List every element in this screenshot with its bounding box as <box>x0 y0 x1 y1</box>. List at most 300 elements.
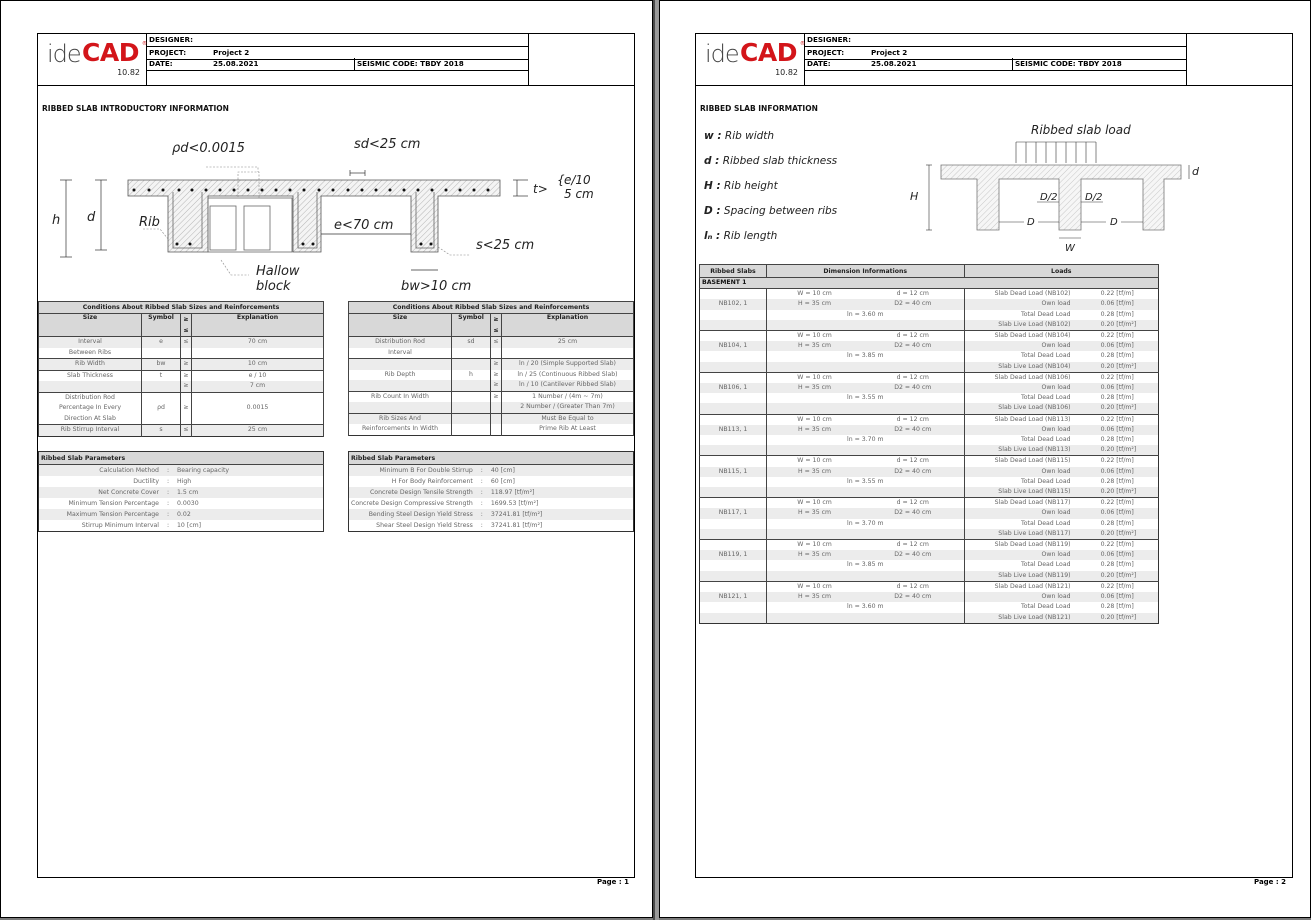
relation-cell <box>491 402 502 413</box>
symbol-cell: e <box>142 337 181 348</box>
slab-row <box>700 414 1159 425</box>
symbol-cell <box>142 381 181 392</box>
label-t: t> <box>533 182 548 196</box>
load-value: 0.20 [tf/m²] <box>1079 320 1159 331</box>
logo-text: ide <box>705 40 739 68</box>
table-title: Ribbed Slab Parameters <box>39 452 324 465</box>
col-symbol: Symbol <box>142 314 181 337</box>
relation-cell <box>181 348 192 359</box>
legend-text: Rib width <box>724 130 775 142</box>
col-size: Size <box>39 314 142 337</box>
slab-row <box>700 519 1159 529</box>
size-cell: Rib Count In Width <box>349 391 452 402</box>
table-row <box>39 359 324 371</box>
size-cell: Interval <box>39 337 142 348</box>
label-d: d <box>1192 165 1199 178</box>
slab-row <box>700 529 1159 540</box>
table-row <box>349 391 634 402</box>
table-row <box>349 424 634 435</box>
logo-text-bold: CAD <box>82 38 139 67</box>
load-label: Slab Live Load (NB121) <box>964 613 1079 624</box>
dim-w: W = 10 cm <box>767 331 863 342</box>
parameter-label: Shear Steel Design Yield Stress <box>376 522 473 529</box>
explanation-cell <box>192 414 324 425</box>
explanation-cell: ln / 10 (Cantilever Ribbed Slab) <box>502 380 634 391</box>
section-title: RIBBED SLAB INTRODUCTORY INFORMATION <box>42 104 229 113</box>
slab-row <box>700 498 1159 509</box>
parameter-value: 0.0030 <box>177 500 199 507</box>
slab-row <box>700 383 1159 393</box>
table-row <box>349 348 634 359</box>
designer-row <box>804 34 1186 47</box>
dim-ln: ln = 3.55 m <box>846 394 884 402</box>
table-title: Conditions About Ribbed Slab Sizes and Reinforcements <box>39 302 324 314</box>
slab-row <box>700 467 1159 477</box>
dim-ln: ln = 3.70 m <box>846 436 884 444</box>
slab-shape <box>128 180 500 252</box>
header-info-grid <box>146 34 529 85</box>
slab-row <box>700 320 1159 331</box>
designer-label: DESIGNER: <box>807 35 851 44</box>
col-symbol: Symbol <box>452 314 491 337</box>
legend-item <box>704 230 777 242</box>
size-cell: Interval <box>349 348 452 359</box>
dim-d2: D2 = 40 cm <box>862 467 964 477</box>
table-row <box>39 348 324 359</box>
label-s: s<25 cm <box>476 238 535 253</box>
parameter-label: Minimum Tension Percentage <box>68 500 159 507</box>
explanation-cell: 70 cm <box>192 337 324 348</box>
load-label: Slab Dead Load (NB121) <box>964 581 1079 592</box>
col-dimension-informations: Dimension Informations <box>767 265 965 278</box>
relation-cell <box>181 414 192 425</box>
explanation-cell: 10 cm <box>192 359 324 371</box>
size-cell: Direction At Slab <box>39 414 142 425</box>
relation-cell: ≥ <box>181 403 192 414</box>
size-cell: Rib Stirrup Interval <box>39 425 142 437</box>
parameter-row <box>349 509 634 520</box>
conditions-table-1 <box>38 301 324 437</box>
logo-version: 10.82 <box>117 68 140 77</box>
dim-ln: ln = 3.85 m <box>846 352 884 360</box>
load-value: 0.22 [tf/m] <box>1079 331 1159 342</box>
dim-d2: D2 = 40 cm <box>862 508 964 518</box>
dim-d2: D2 = 40 cm <box>862 425 964 435</box>
slab-row <box>700 487 1159 498</box>
slab-row <box>700 403 1159 414</box>
load-value: 0.28 [tf/m] <box>1100 436 1134 444</box>
separator: : <box>480 500 483 507</box>
slab-row <box>700 571 1159 582</box>
parameter-row <box>39 520 324 532</box>
separator: : <box>161 465 175 477</box>
slab-row <box>700 592 1159 602</box>
explanation-cell <box>502 348 634 359</box>
parameter-label: Maximum Tension Percentage <box>39 509 162 520</box>
slab-name: NB121, 1 <box>700 592 767 602</box>
symbol-cell <box>452 391 491 402</box>
slab-name: NB115, 1 <box>700 467 767 477</box>
size-cell: Percentage In Every <box>39 403 142 414</box>
load-value: 0.28 [tf/m] <box>1100 352 1134 360</box>
legend-item <box>704 205 837 217</box>
relation-cell: ≥ <box>181 370 192 381</box>
label-D-half-1: D/2 <box>1040 192 1058 203</box>
registered-icon: ® <box>800 41 805 47</box>
load-label: Own load <box>964 299 1079 309</box>
dim-w: W = 10 cm <box>767 289 863 300</box>
dim-ln: ln = 3.85 m <box>846 561 884 569</box>
explanation-cell: 2 Number / (Greater Than 7m) <box>502 402 634 413</box>
slab-name: NB119, 1 <box>700 550 767 560</box>
size-cell <box>349 402 452 413</box>
slab-name-cell <box>700 331 767 342</box>
legend-item <box>704 155 837 167</box>
load-value: 0.20 [tf/m²] <box>1079 403 1159 414</box>
slab-row <box>700 289 1159 300</box>
load-label: Slab Dead Load (NB113) <box>964 414 1079 425</box>
symbol-cell: ρd <box>142 403 181 414</box>
dim-w: W = 10 cm <box>767 498 863 509</box>
col-le: ≤ <box>181 325 192 337</box>
symbol-cell <box>452 348 491 359</box>
legend-symbol: lₙ : <box>704 230 721 242</box>
load-value: 0.28 [tf/m] <box>1100 394 1134 402</box>
relation-cell <box>491 424 502 435</box>
dim-h: H = 35 cm <box>767 341 863 351</box>
relation-cell: ≤ <box>491 337 502 348</box>
date-label: DATE: <box>807 59 831 68</box>
slab-row <box>700 425 1159 435</box>
slab-name-cell <box>700 581 767 592</box>
slab-row <box>700 540 1159 551</box>
load-value: 0.20 [tf/m²] <box>1079 487 1159 498</box>
symbol-cell <box>452 413 491 424</box>
page-frame <box>695 33 1293 878</box>
col-le: ≤ <box>491 325 502 337</box>
size-cell: Rib Width <box>39 359 142 371</box>
slab-row <box>700 393 1159 403</box>
date-row <box>804 58 1186 71</box>
table-row <box>349 359 634 370</box>
table-row <box>349 413 634 424</box>
idecad-logo <box>38 34 147 85</box>
dim-h: H = 35 cm <box>767 299 863 309</box>
idecad-logo <box>696 34 805 85</box>
relation-cell <box>181 392 192 403</box>
slab-row <box>700 581 1159 592</box>
date-row <box>146 58 528 71</box>
load-label: Slab Dead Load (NB106) <box>964 372 1079 383</box>
dim-d2: D2 = 40 cm <box>862 341 964 351</box>
parameter-label: Minimum B For Double Stirrup <box>349 465 475 477</box>
parameter-label: Concrete Design Compressive Strength <box>351 500 473 507</box>
parameter-value: 10 [cm] <box>177 522 202 529</box>
load-label: Total Dead Load <box>964 310 1079 320</box>
parameter-value: 118.97 [tf/m²] <box>489 487 634 498</box>
separator: : <box>166 478 170 485</box>
table-row <box>349 380 634 391</box>
load-value: 0.28 [tf/m] <box>1100 603 1134 611</box>
parameter-label: Calculation Method <box>39 465 162 477</box>
load-value: 0.28 [tf/m] <box>1100 519 1134 527</box>
dim-d: d = 12 cm <box>862 456 964 467</box>
slab-row <box>700 550 1159 560</box>
slab-row <box>700 602 1159 612</box>
report-page-1 <box>0 0 653 918</box>
dim-w: W = 10 cm <box>767 540 863 551</box>
parameter-label: Stirrup Minimum Interval <box>81 522 159 529</box>
label-hollow-2: block <box>256 279 291 294</box>
symbol-cell: bw <box>142 359 181 371</box>
label-D-half-2: D/2 <box>1085 192 1103 203</box>
parameter-value: 0.02 <box>175 509 324 520</box>
relation-cell <box>491 413 502 424</box>
relation-cell: ≥ <box>181 381 192 392</box>
parameters-table-1 <box>38 451 324 532</box>
date-value: 25.08.2021 <box>871 59 917 68</box>
legend-item <box>704 130 774 142</box>
dim-w: W = 10 cm <box>767 581 863 592</box>
relation-cell: ≥ <box>491 370 502 381</box>
load-value: 0.22 [tf/m] <box>1079 289 1159 300</box>
slab-row <box>700 477 1159 487</box>
load-label: Total Dead Load <box>964 560 1079 570</box>
page-number: Page : 1 <box>597 878 629 886</box>
load-label: Own load <box>964 383 1079 393</box>
load-label: Total Dead Load <box>964 477 1079 487</box>
size-cell: Between Ribs <box>39 348 142 359</box>
load-label: Slab Live Load (NB113) <box>964 445 1079 456</box>
size-cell: Distribution Rod <box>349 337 452 348</box>
load-label: Slab Dead Load (NB104) <box>964 331 1079 342</box>
explanation-cell <box>192 348 324 359</box>
explanation-cell: Must Be Equal to <box>502 413 634 424</box>
separator: : <box>480 522 483 529</box>
symbol-cell <box>142 392 181 403</box>
col-explanation: Explanation <box>502 314 634 337</box>
label-w: W <box>1065 243 1075 254</box>
symbol-cell: t <box>142 370 181 381</box>
ribbed-slab-section-diagram <box>38 122 634 297</box>
legend-text: Ribbed slab thickness <box>722 155 838 167</box>
separator: : <box>475 465 489 477</box>
parameter-row <box>349 465 634 477</box>
symbol-cell <box>452 380 491 391</box>
symbol-cell: sd <box>452 337 491 348</box>
parameter-label: Bending Steel Design Yield Stress <box>349 509 475 520</box>
load-label: Total Dead Load <box>964 519 1079 529</box>
section-row: BASEMENT 1 <box>700 278 1159 289</box>
dim-d2: D2 = 40 cm <box>862 550 964 560</box>
col-loads: Loads <box>964 265 1159 278</box>
separator: : <box>161 487 175 498</box>
legend-symbol: D : <box>704 205 721 217</box>
parameter-label: Ductility <box>133 478 159 485</box>
load-label: Own load <box>964 592 1079 602</box>
load-label: Slab Live Load (NB106) <box>964 403 1079 414</box>
table-row <box>39 370 324 381</box>
label-rib: Rib <box>139 215 160 230</box>
relation-cell: ≤ <box>181 337 192 348</box>
label-D-1: D <box>1027 217 1035 228</box>
dim-ln: ln = 3.60 m <box>846 310 884 318</box>
table-row <box>39 337 324 348</box>
dim-d: d = 12 cm <box>862 540 964 551</box>
load-value: 0.06 [tf/m] <box>1079 299 1159 309</box>
load-label: Slab Dead Load (NB115) <box>964 456 1079 467</box>
separator: : <box>166 500 170 507</box>
page-number: Page : 2 <box>1254 878 1286 886</box>
report-page-2 <box>659 0 1311 918</box>
explanation-cell: ln / 25 (Continuous Ribbed Slab) <box>502 370 634 381</box>
load-label: Total Dead Load <box>964 393 1079 403</box>
relation-cell: ≥ <box>491 359 502 370</box>
parameter-value: 60 [cm] <box>490 478 515 485</box>
dim-h: H = 35 cm <box>767 550 863 560</box>
parameter-label: Concrete Design Tensile Strength <box>349 487 475 498</box>
load-value: 0.22 [tf/m] <box>1079 456 1159 467</box>
parameter-value: Bearing capacity <box>175 465 324 477</box>
dim-d: d = 12 cm <box>862 331 964 342</box>
slab-row <box>700 331 1159 342</box>
project-value: Project 2 <box>213 48 250 57</box>
separator: : <box>166 522 170 529</box>
col-ge: ≥ <box>181 314 192 326</box>
project-value: Project 2 <box>871 48 908 57</box>
dim-ln: ln = 3.70 m <box>846 519 884 527</box>
load-label: Slab Dead Load (NB102) <box>964 289 1079 300</box>
load-label: Own load <box>964 425 1079 435</box>
load-label: Slab Live Load (NB104) <box>964 362 1079 373</box>
label-D-2: D <box>1110 217 1118 228</box>
load-label: Own load <box>964 341 1079 351</box>
slab-name: NB104, 1 <box>700 341 767 351</box>
explanation-cell: 25 cm <box>192 425 324 437</box>
size-cell: Rib Sizes And <box>349 413 452 424</box>
dim-h: H = 35 cm <box>767 425 863 435</box>
slab-name-cell <box>700 372 767 383</box>
load-label: Own load <box>964 508 1079 518</box>
col-ribbed-slabs: Ribbed Slabs <box>700 265 767 278</box>
table-title: Conditions About Ribbed Slab Sizes and Reinforcements <box>349 302 634 314</box>
load-value: 0.22 [tf/m] <box>1079 498 1159 509</box>
legend-text: Rib height <box>724 180 778 192</box>
explanation-cell: 0.0015 <box>192 403 324 414</box>
table-row <box>349 370 634 381</box>
legend-text: Rib length <box>723 230 778 242</box>
load-value: 0.20 [tf/m²] <box>1079 529 1159 540</box>
parameter-value: 1699.53 [tf/m²] <box>490 500 539 507</box>
label-t-option2: 5 cm <box>564 187 594 201</box>
slab-name-cell <box>700 498 767 509</box>
load-value: 0.22 [tf/m] <box>1079 372 1159 383</box>
label-hollow-1: Hallow <box>256 264 300 279</box>
table-row <box>39 425 324 437</box>
load-value: 0.22 [tf/m] <box>1079 581 1159 592</box>
load-label: Slab Live Load (NB117) <box>964 529 1079 540</box>
load-value: 0.20 [tf/m²] <box>1079 571 1159 582</box>
slab-row <box>700 351 1159 361</box>
label-sd: sd<25 cm <box>354 137 421 152</box>
load-value: 0.20 [tf/m²] <box>1079 445 1159 456</box>
slab-row <box>700 445 1159 456</box>
table-row <box>349 337 634 348</box>
explanation-cell: 25 cm <box>502 337 634 348</box>
slab-row <box>700 508 1159 518</box>
load-label: Own load <box>964 550 1079 560</box>
dim-h: H = 35 cm <box>767 508 863 518</box>
project-label: PROJECT: <box>149 48 187 57</box>
parameter-row <box>39 487 324 498</box>
separator: : <box>475 487 489 498</box>
slab-row <box>700 560 1159 570</box>
symbol-cell <box>452 359 491 370</box>
explanation-cell: 7 cm <box>192 381 324 392</box>
load-value: 0.06 [tf/m] <box>1079 550 1159 560</box>
designer-label: DESIGNER: <box>149 35 193 44</box>
load-label: Slab Dead Load (NB119) <box>964 540 1079 551</box>
load-label: Total Dead Load <box>964 435 1079 445</box>
hollow-block-shape <box>210 206 236 250</box>
symbol-cell <box>142 414 181 425</box>
parameter-value: 37241.81 [tf/m²] <box>489 509 634 520</box>
slab-name-cell <box>700 289 767 300</box>
date-label: DATE: <box>149 59 173 68</box>
size-cell: Rib Depth <box>349 370 452 381</box>
parameter-label: Net Concrete Cover <box>39 487 162 498</box>
symbol-cell <box>452 424 491 435</box>
separator: : <box>161 509 175 520</box>
label-rho-d: ρd<0.0015 <box>172 141 245 156</box>
slab-row <box>700 362 1159 373</box>
load-value: 0.06 [tf/m] <box>1079 383 1159 393</box>
size-cell: Slab Thickness <box>39 370 142 381</box>
load-value: 0.28 [tf/m] <box>1100 310 1134 318</box>
project-label: PROJECT: <box>807 48 845 57</box>
col-size: Size <box>349 314 452 337</box>
label-H: H <box>910 190 919 203</box>
relation-cell <box>491 348 502 359</box>
header-info-grid <box>804 34 1187 85</box>
relation-cell: ≤ <box>181 425 192 437</box>
relation-cell: ≥ <box>181 359 192 371</box>
load-label: Own load <box>964 467 1079 477</box>
dim-h: H = 35 cm <box>767 592 863 602</box>
label-h: h <box>52 213 61 228</box>
slab-shape <box>941 165 1181 230</box>
parameter-value: 37241.81 [tf/m²] <box>490 522 543 529</box>
size-cell <box>349 380 452 391</box>
seismic-code: SEISMIC CODE: TBDY 2018 <box>1012 58 1122 70</box>
brace-icon: { <box>557 173 565 187</box>
label-d: d <box>87 210 96 225</box>
explanation-cell: ln / 20 (Simple Supported Slab) <box>502 359 634 370</box>
ribbed-slab-loads-table <box>699 264 1159 624</box>
slab-row <box>700 456 1159 467</box>
dim-d: d = 12 cm <box>862 289 964 300</box>
explanation-cell: e / 10 <box>192 370 324 381</box>
logo-text: ide <box>47 40 81 68</box>
legend-symbol: H : <box>704 180 721 192</box>
table-row <box>349 402 634 413</box>
dim-d: d = 12 cm <box>862 372 964 383</box>
dim-d2: D2 = 40 cm <box>862 592 964 602</box>
parameter-value: 40 [cm] <box>489 465 634 477</box>
table-row <box>39 403 324 414</box>
parameter-row <box>349 476 634 487</box>
parameter-row <box>39 476 324 487</box>
